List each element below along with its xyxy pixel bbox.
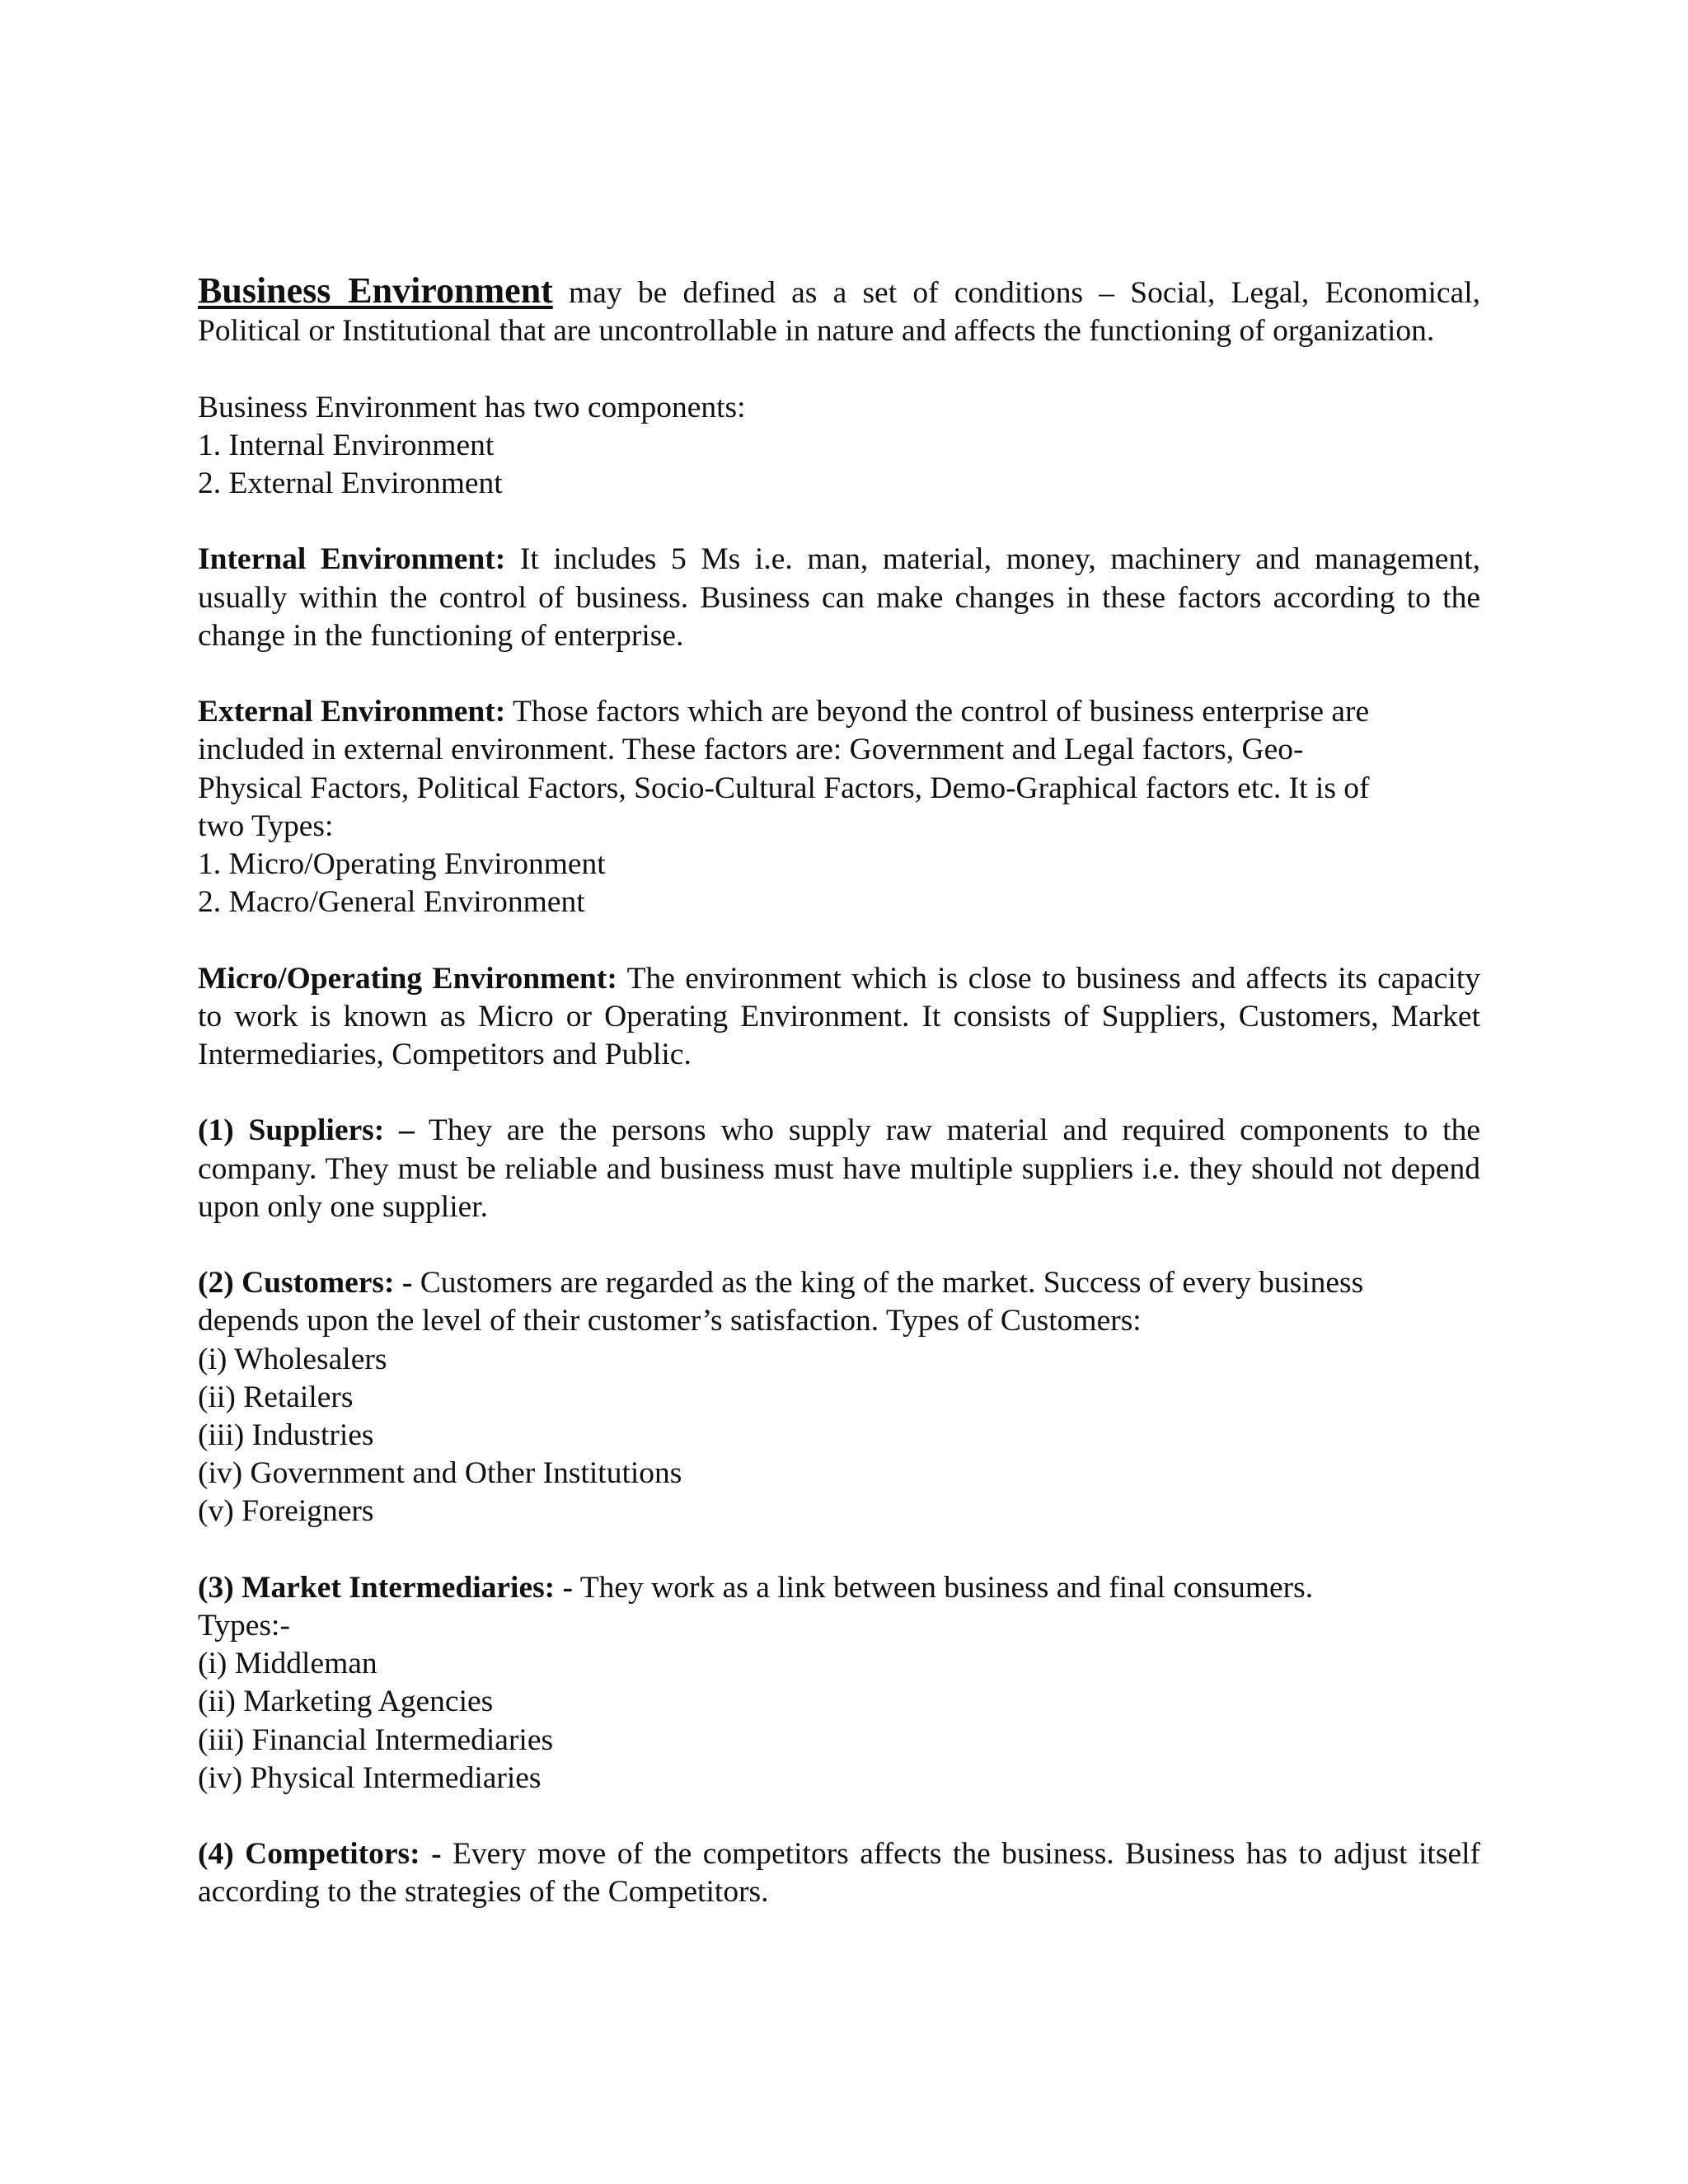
list-item: (ii) Marketing Agencies: [198, 1685, 494, 1719]
list-item: (ii) Retailers: [198, 1380, 354, 1414]
micro-paragraph: [198, 960, 1480, 1075]
suppliers-term: (1) Suppliers: –: [198, 1113, 415, 1148]
micro-term: Micro/Operating Environment:: [198, 961, 617, 996]
micro-text: The environment which is close to business and affects its capacity to work is known as Micro or Operating Environment. It consists of Suppliers, Customers, Market Intermediaries, Competitors and Public.: [198, 961, 1481, 1071]
intro-term: Business Environment: [198, 270, 553, 311]
list-item: 2. External Environment: [198, 466, 503, 500]
components-block: [198, 389, 1480, 504]
list-item: 1. Internal Environment: [198, 428, 495, 462]
customers-text: Customers are regarded as the king of the market. Success of every business: [412, 1266, 1364, 1301]
list-item: (i) Wholesalers: [198, 1342, 387, 1376]
external-line: Physical Factors, Political Factors, Socio-Cultural Factors, Demo-Graphical factors etc. It is of: [198, 771, 1370, 805]
competitors-text: Every move of the competitors affects the business. Business has to adjust itself according to the strategies of the Competitors.: [198, 1837, 1480, 1910]
suppliers-text: They are the persons who supply raw material and required components to the company. They must be reliable and business must have multiple suppliers i.e. they should not depend upon only one supplier.: [198, 1113, 1480, 1224]
intermediaries-text: They work as a link between business and final consumers.: [573, 1570, 1314, 1605]
competitors-term: (4) Competitors: -: [198, 1837, 442, 1872]
customers-line: [198, 1264, 1480, 1302]
list-item: (iii) Financial Intermediaries: [198, 1722, 554, 1757]
external-line: [198, 693, 1480, 731]
intermediaries-line: [198, 1569, 1480, 1607]
customers-block: [198, 1264, 1480, 1530]
list-item: (iii) Industries: [198, 1418, 374, 1452]
internal-paragraph: [198, 541, 1480, 655]
intermediaries-types-label: Types:-: [198, 1609, 290, 1643]
customers-line: depends upon the level of their customer’s satisfaction. Types of Customers:: [198, 1304, 1142, 1338]
intermediaries-term: (3) Market Intermediaries: -: [198, 1570, 574, 1605]
external-term: External Environment:: [198, 695, 506, 729]
list-item: 2. Macro/General Environment: [198, 885, 585, 920]
suppliers-paragraph: [198, 1112, 1480, 1226]
customers-term: (2) Customers: -: [198, 1266, 413, 1301]
intro-paragraph: [198, 272, 1480, 350]
external-line: two Types:: [198, 808, 334, 843]
components-heading: Business Environment has two components:: [198, 390, 746, 424]
list-item: (iv) Physical Intermediaries: [198, 1760, 542, 1795]
intro-text: may be defined as a set of conditions – Social, Legal, Economical, Political or Institutional that are uncontrollable in nature and affects the functioning of organization.: [198, 276, 1480, 349]
list-item: 1. Micro/Operating Environment: [198, 847, 606, 881]
external-block: [198, 693, 1480, 921]
external-line: included in external environment. These factors are: Government and Legal factors, Geo-: [198, 733, 1304, 767]
intermediaries-block: [198, 1569, 1480, 1797]
internal-text: It includes 5 Ms i.e. man, material, money, machinery and management, usually within the control of business. Business can make changes in these factors according to the change in the functioning of enterprise.: [198, 542, 1480, 653]
list-item: (v) Foreigners: [198, 1494, 374, 1529]
external-text: Those factors which are beyond the control of business enterprise are: [505, 695, 1370, 729]
internal-term: Internal Environment:: [198, 542, 506, 577]
list-item: (iv) Government and Other Institutions: [198, 1456, 682, 1491]
document-body: [198, 272, 1480, 1950]
competitors-paragraph: [198, 1835, 1480, 1911]
list-item: (i) Middleman: [198, 1647, 377, 1681]
